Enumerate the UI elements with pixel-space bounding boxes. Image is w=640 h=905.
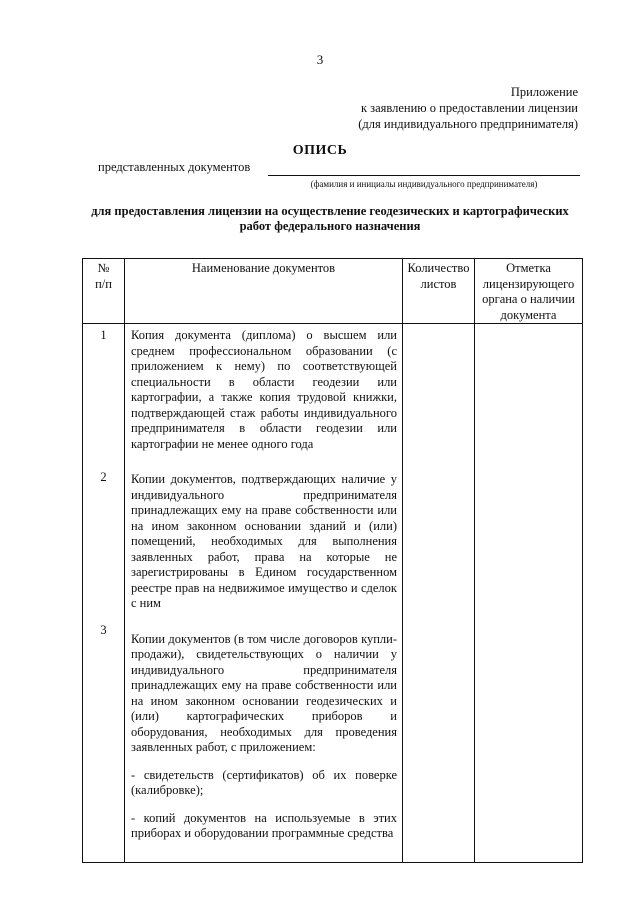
table-header-row — [83, 259, 583, 324]
doc-text-3: Копии документов (в том числе договоров купли-продажи), свидетельствующих о наличии у индивидуального предпринимателя принадлежащих ему на праве собственности или на ином законном основании геодезических и (или) картографических приборов и оборудования, необходимых для проведения заявленных работ, с приложением: — [131, 631, 397, 754]
fio-fill-line — [268, 175, 580, 176]
doc-text-3-sub-2: - копий документов на используемые в этих приборах и оборудовании программные средства — [131, 810, 397, 840]
doc-text-2: Копии документов, подтверждающих наличие у индивидуального предпринимателя принадлежащих ему на праве собственности или на ином законном основании зданий и (или) помещений, необходимых для выполнения заявленных работ, права на которые не зарегистрированы в Едином государственном реестре прав на недвижимое имущество и сделок с ним — [131, 472, 397, 610]
count-cell[interactable] — [403, 324, 475, 863]
doc-text-1: Копия документа (диплома) о высшем или среднем профессиональном образовании (с приложением к нему) по соответствующей специальности в области геодезии или картографии, а также копия трудовой книжки, подтверждающей стаж работы индивидуального предпринимателя в области геодезии или картографии не менее одного года — [131, 328, 397, 451]
purpose-line-2: работ федерального назначения — [239, 219, 421, 233]
row-num-3: 3 — [100, 623, 107, 637]
purpose-heading — [70, 204, 590, 234]
appendix-line-1: Приложение — [510, 85, 578, 99]
doc-text-3-sub-1: - свидетельств (сертификатов) об их поверке (калибровке); — [131, 767, 397, 797]
document-title: ОПИСЬ — [292, 143, 348, 158]
table-row — [83, 324, 583, 863]
appendix-line-3: (для индивидуального предпринимателя) — [358, 117, 578, 131]
inventory-table — [82, 258, 583, 863]
page-number: 3 — [316, 52, 324, 67]
presented-label: представленных документов — [98, 160, 251, 174]
appendix-line-2: к заявлению о предоставлении лицензии — [360, 101, 578, 115]
header-name: Наименование документов — [125, 259, 403, 324]
row-num-2: 2 — [100, 470, 107, 484]
appendix-note — [278, 84, 578, 132]
fio-caption: (фамилия и инициалы индивидуального предпринимателя) — [310, 179, 538, 189]
row-numbers-cell — [83, 324, 125, 863]
header-num: № п/п — [83, 259, 125, 324]
header-count: Количество листов — [403, 259, 475, 324]
header-mark: Отметка лицензирующего органа о наличии документа — [475, 259, 583, 324]
row-num-1: 1 — [100, 328, 107, 342]
documents-cell — [125, 324, 403, 863]
purpose-line-1: для предоставления лицензии на осуществление геодезических и картографических — [91, 204, 569, 218]
mark-cell[interactable] — [475, 324, 583, 863]
